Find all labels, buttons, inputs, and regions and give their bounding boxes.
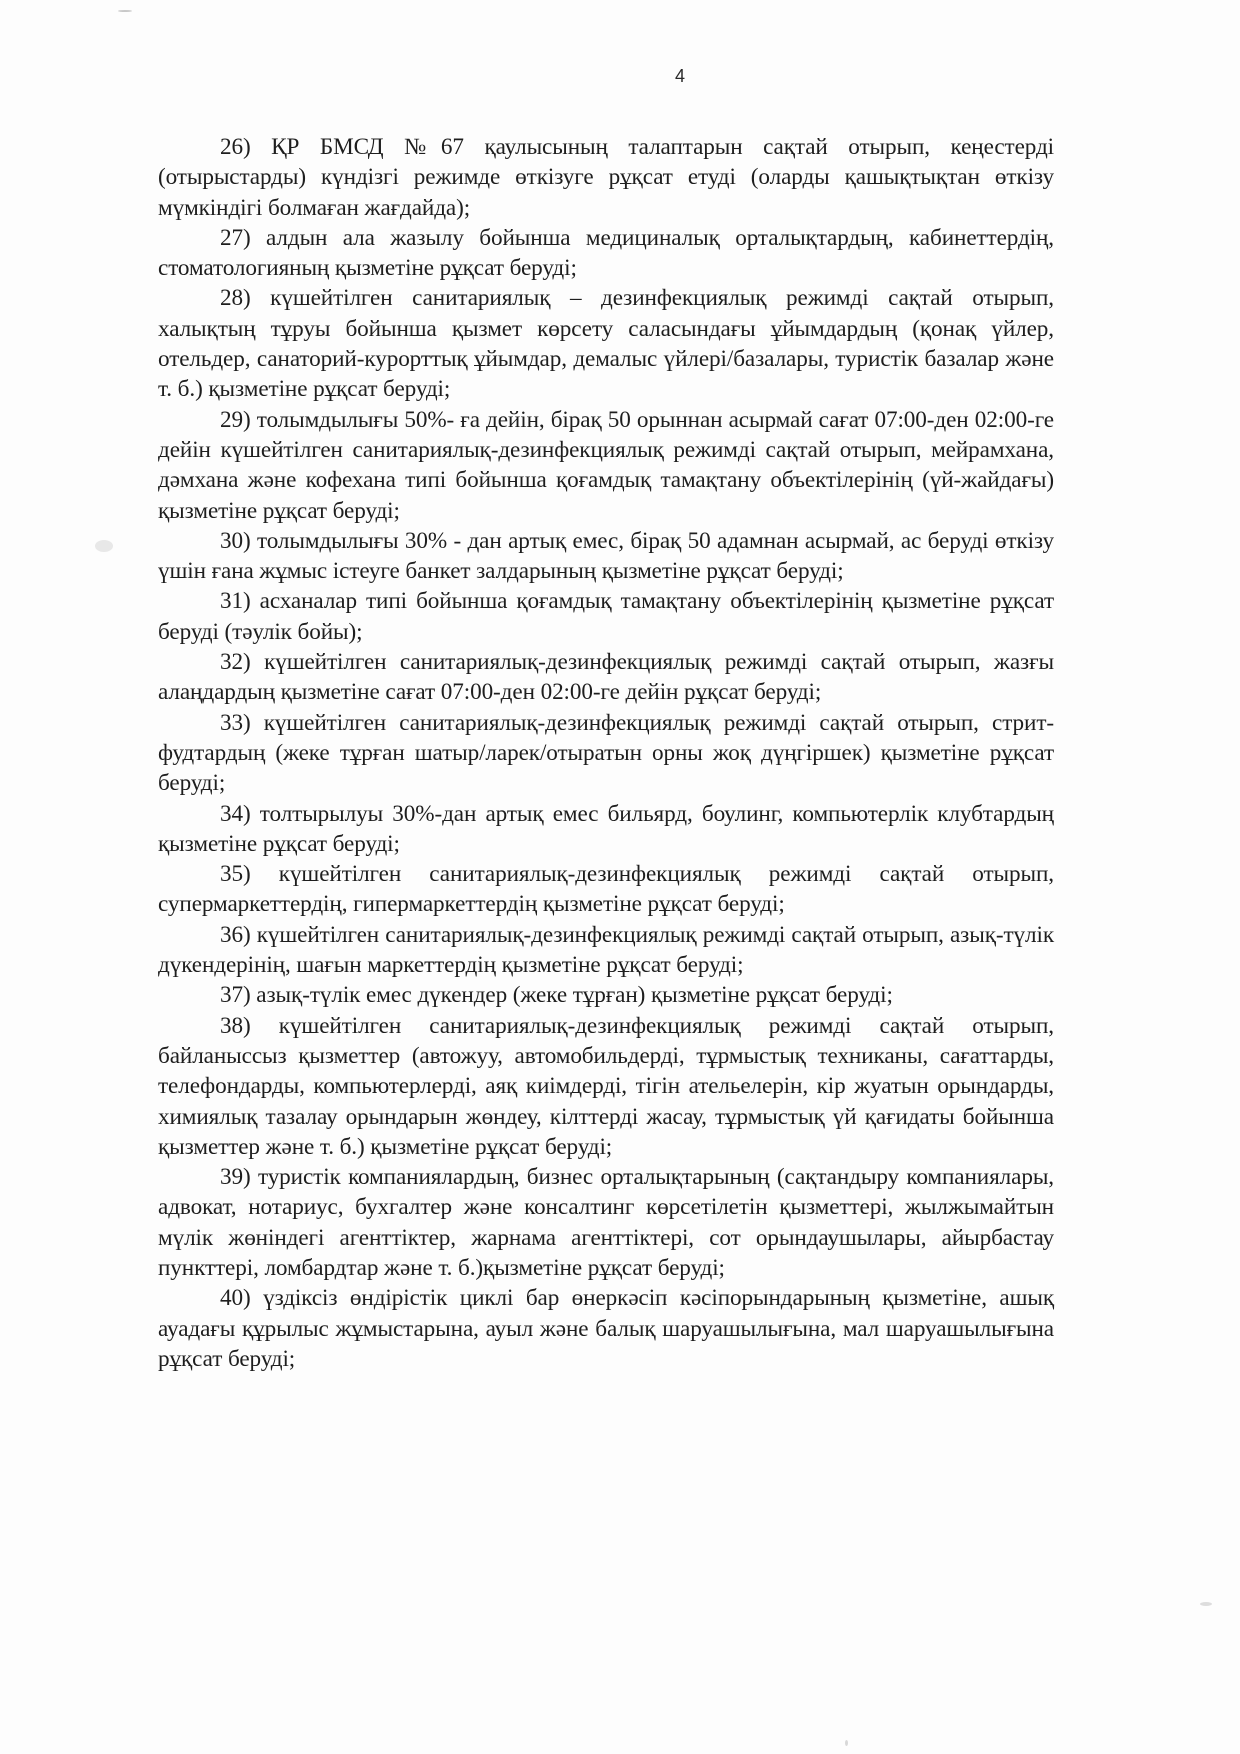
list-item-38: 38) күшейтілген санитариялық-дезинфекциялық режимді сақтай отырып, байланыссыз қызметтер (автожуу, автомобильдерді, тұрмыстық техниканы, сағаттарды, телефондарды, компьютерлерді, аяқ киімдерді, тігін ательелерін, кір жуатын орындарды, химиялық тазалау орындарын жөндеу, кілттерді жасау, тұрмыстық үй қағидаты бойынша қызметтер және т. б.) қызметіне рұқсат беруді;	[158, 1012, 1054, 1160]
list-item-36: 36) күшейтілген санитариялық-дезинфекциялық режимді сақтай отырып, азық-түлік дүкендерінің, шағын маркеттердің қызметіне рұқсат беруді;	[158, 921, 1054, 979]
list-item-33: 33) күшейтілген санитариялық-дезинфекциялық режимді сақтай отырып, стрит-фудтардың (жеке тұрған шатыр/ларек/отыратын орны жоқ дүңгіршек) қызметіне рұқсат беруді;	[158, 709, 1054, 797]
list-item-40: 40) үздіксіз өндірістік циклі бар өнеркәсіп кәсіпорындарының қызметіне, ашық ауадағы құрылыс жұмыстарына, ауыл және балық шаруашылығына, мал шаруашылығына рұқсат беруді;	[158, 1285, 1054, 1372]
list-item-35: 35) күшейтілген санитариялық-дезинфекциялық режимді сақтай отырып, супермаркеттердің, гипермаркеттердің қызметіне рұқсат беруді;	[158, 861, 1054, 918]
scan-speck	[845, 1740, 848, 1746]
list-item-30: 30) толымдылығы 30% - дан артық емес, бірақ 50 адамнан асырмай, ас беруді өткізу үшін ғана жұмыс істеуге банкет залдарының қызметіне рұқсат беруді;	[158, 527, 1054, 585]
scan-speck	[1200, 1602, 1212, 1606]
list-item-31: 31) асханалар типі бойынша қоғамдық тамақтану объектілерінің қызметіне рұқсат беруді (тәулік бойы);	[158, 588, 1054, 645]
list-item-37: 37) азық-түлік емес дүкендер (жеке тұрған) қызметіне рұқсат беруді;	[220, 982, 893, 1009]
list-item-28: 28) күшейтілген санитариялық – дезинфекциялық режимді сақтай отырып, халықтың тұруы бойынша қызмет көрсету саласындағы ұйымдардың (қонақ үйлер, отельдер, санаторий-курорттық ұйымдар, демалыс үйлері/базалары, туристік базалар және т. б.) қызметіне рұқсат беруді;	[158, 285, 1054, 403]
document-body	[158, 132, 1054, 1374]
page-number: 4	[674, 66, 685, 86]
list-item-27: 27) алдын ала жазылу бойынша медициналық орталықтардың, кабинеттердің, стоматологияның қызметіне рұқсат беруді;	[158, 224, 1054, 282]
scan-speck	[118, 10, 132, 12]
list-item-39: 39) туристік компаниялардың, бизнес орталықтарының (сақтандыру компаниялары, адвокат, нотариус, бухгалтер және консалтинг көрсетілетін қызметтері, жылжымайтын мүлік жөніндегі агенттіктер, жарнама агенттіктері, сот орындаушылары, айырбастау пункттері, ломбардтар және т. б.)қызметіне рұқсат беруді;	[158, 1164, 1054, 1281]
list-item-29: 29) толымдылығы 50%- ға дейін, бірақ 50 орыннан асырмай сағат 07:00-ден 02:00-ге дейін күшейтілген санитариялық-дезинфекциялық режимді сақтай отырып, мейрамхана, дәмхана және кофехана типі бойынша қоғамдық тамақтану объектілерінің (үй-жайдағы) қызметіне рұқсат беруді;	[158, 406, 1054, 524]
list-item-26: 26) ҚР БМСД №67 қаулысының талаптарын сақтай отырып, кеңестерді (отырыстарды) күндізгі режимде өткізуге рұқсат етуді (оларды қашықтықтан өткізу мүмкіндігі болмаған жағдайда);	[158, 134, 1054, 221]
list-item-32: 32) күшейтілген санитариялық-дезинфекциялық режимді сақтай отырып, жазғы алаңдардың қызметіне сағат 07:00-ден 02:00-ге дейін рұқсат беруді;	[158, 649, 1054, 706]
list-item-34: 34) толтырылуы 30%-дан артық емес бильярд, боулинг, компьютерлік клубтардың қызметіне рұқсат беруді;	[158, 800, 1054, 857]
scan-speck	[95, 540, 113, 552]
